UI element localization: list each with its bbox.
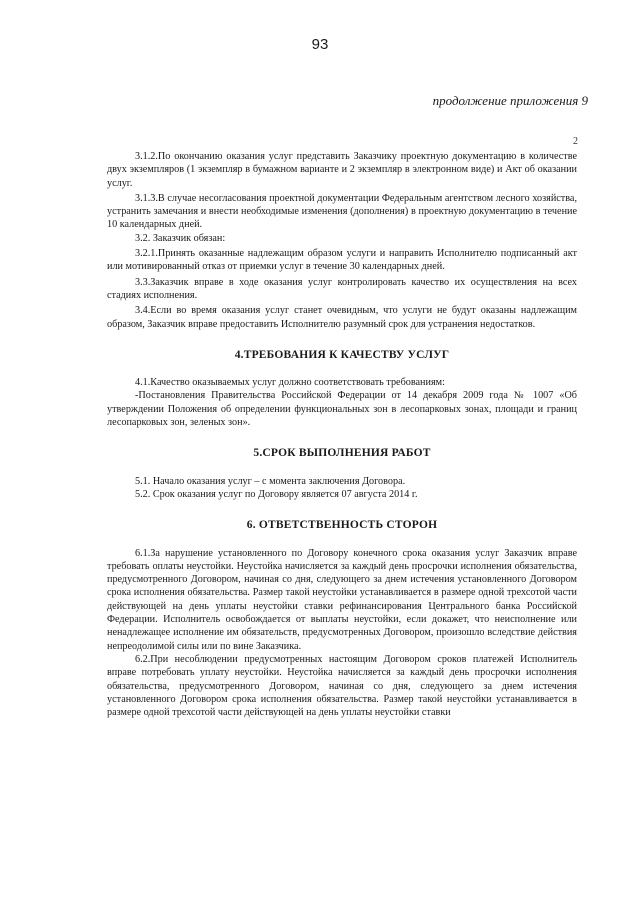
section-heading-quality: 4.ТРЕБОВАНИЯ К КАЧЕСТВУ УСЛУГ [234, 348, 450, 361]
paragraph-3-2: 3.2. Заказчик обязан: [135, 232, 226, 244]
sheet-number: 2 [573, 136, 578, 147]
paragraph-3-1-3: 3.1.3.В случае несогласования проектной документации Федеральным агентством лесного хозяйства, устранить замечания и внести необходимые изменения (дополнения) в проектную документацию в течение 10 календарных дней. [107, 192, 577, 231]
paragraph-6-1: 6.1.За нарушение установленного по Договору конечного срока оказания услуг Заказчик вправе требовать оплаты неустойки. Неустойка начисляется за каждый день просрочки исполнения обязательства, предусмотренного Договором, начиная со дня, следующего за днем истечения установленного Договором срока исполнения обязательства. Размер такой неустойки устанавливается в размере одной трехсотой части действующей на день уплаты неустойки ставки рефинансирования Центрального банка Российской Федерации. Исполнитель освобождается от выплаты неустойки, если докажет, что неисполнение или ненадлежащее исполнение им обязательств, предусмотренных Договором, произошло вследствие действия непреодолимой силы или по вине Заказчика. [107, 547, 577, 652]
paragraph-3-1-2: 3.1.2.По окончанию оказания услуг представить Заказчику проектную документацию в количестве двух экземпляров (1 экземпляр в бумажном варианте и 2 экземпляр в электронном виде) и Акт об оказании услуг. [107, 151, 577, 189]
paragraph-5-1: 5.1. Начало оказания услуг – с момента заключения Договора. [135, 475, 406, 487]
paragraph-6-2: 6.2.При несоблюдении предусмотренных настоящим Договором сроков платежей Исполнитель вправе потребовать уплату неустойки. Неустойка начисляется за каждый день просрочки исполнения обязательства, предусмотренного Договором, начиная со дня, следующего за днем истечения установленного Договором срока исполнения обязательства. Размер такой неустойки устанавливается в размере одной трехсотой части действующей на день уплаты неустойки ставки [107, 653, 577, 719]
paragraph-3-3: 3.3.Заказчик вправе в ходе оказания услуг контролировать качество их осуществления на всех стадиях исполнения. [107, 276, 577, 301]
section-heading-deadline: 5.СРОК ВЫПОЛНЕНИЯ РАБОТ [253, 447, 431, 460]
page-number: 93 [311, 36, 329, 53]
paragraph-3-4: 3.4.Если во время оказания услуг станет очевидным, что услуги не будут оказаны надлежащим образом, Заказчик вправе предоставить Исполнителю разумный срок для устранения недостатков. [107, 305, 577, 330]
paragraph-4-1: 4.1.Качество оказываемых услуг должно соответствовать требованиям: [135, 377, 445, 389]
paragraph-4-1-decree: -Постановления Правительства Российской Федерации от 14 декабря 2009 года № 1007 «Об утверждении Положения об определении функциональных зон в лесопарковых зонах, площади и границ лесопарковых зон, зеленых зон». [107, 390, 577, 429]
paragraph-5-2: 5.2. Срок оказания услуг по Договору является 07 августа 2014 г. [135, 488, 418, 500]
appendix-note: продолжение приложения 9 [432, 93, 588, 108]
paragraph-3-2-1: 3.2.1.Принять оказанные надлежащим образом услуги и направить Исполнителю подписанный акт или мотивированный отказ от приемки услуг в течение 30 календарных дней. [107, 248, 577, 273]
section-heading-liability: 6. ОТВЕТСТВЕННОСТЬ СТОРОН [246, 519, 438, 532]
document-body [107, 150, 577, 719]
